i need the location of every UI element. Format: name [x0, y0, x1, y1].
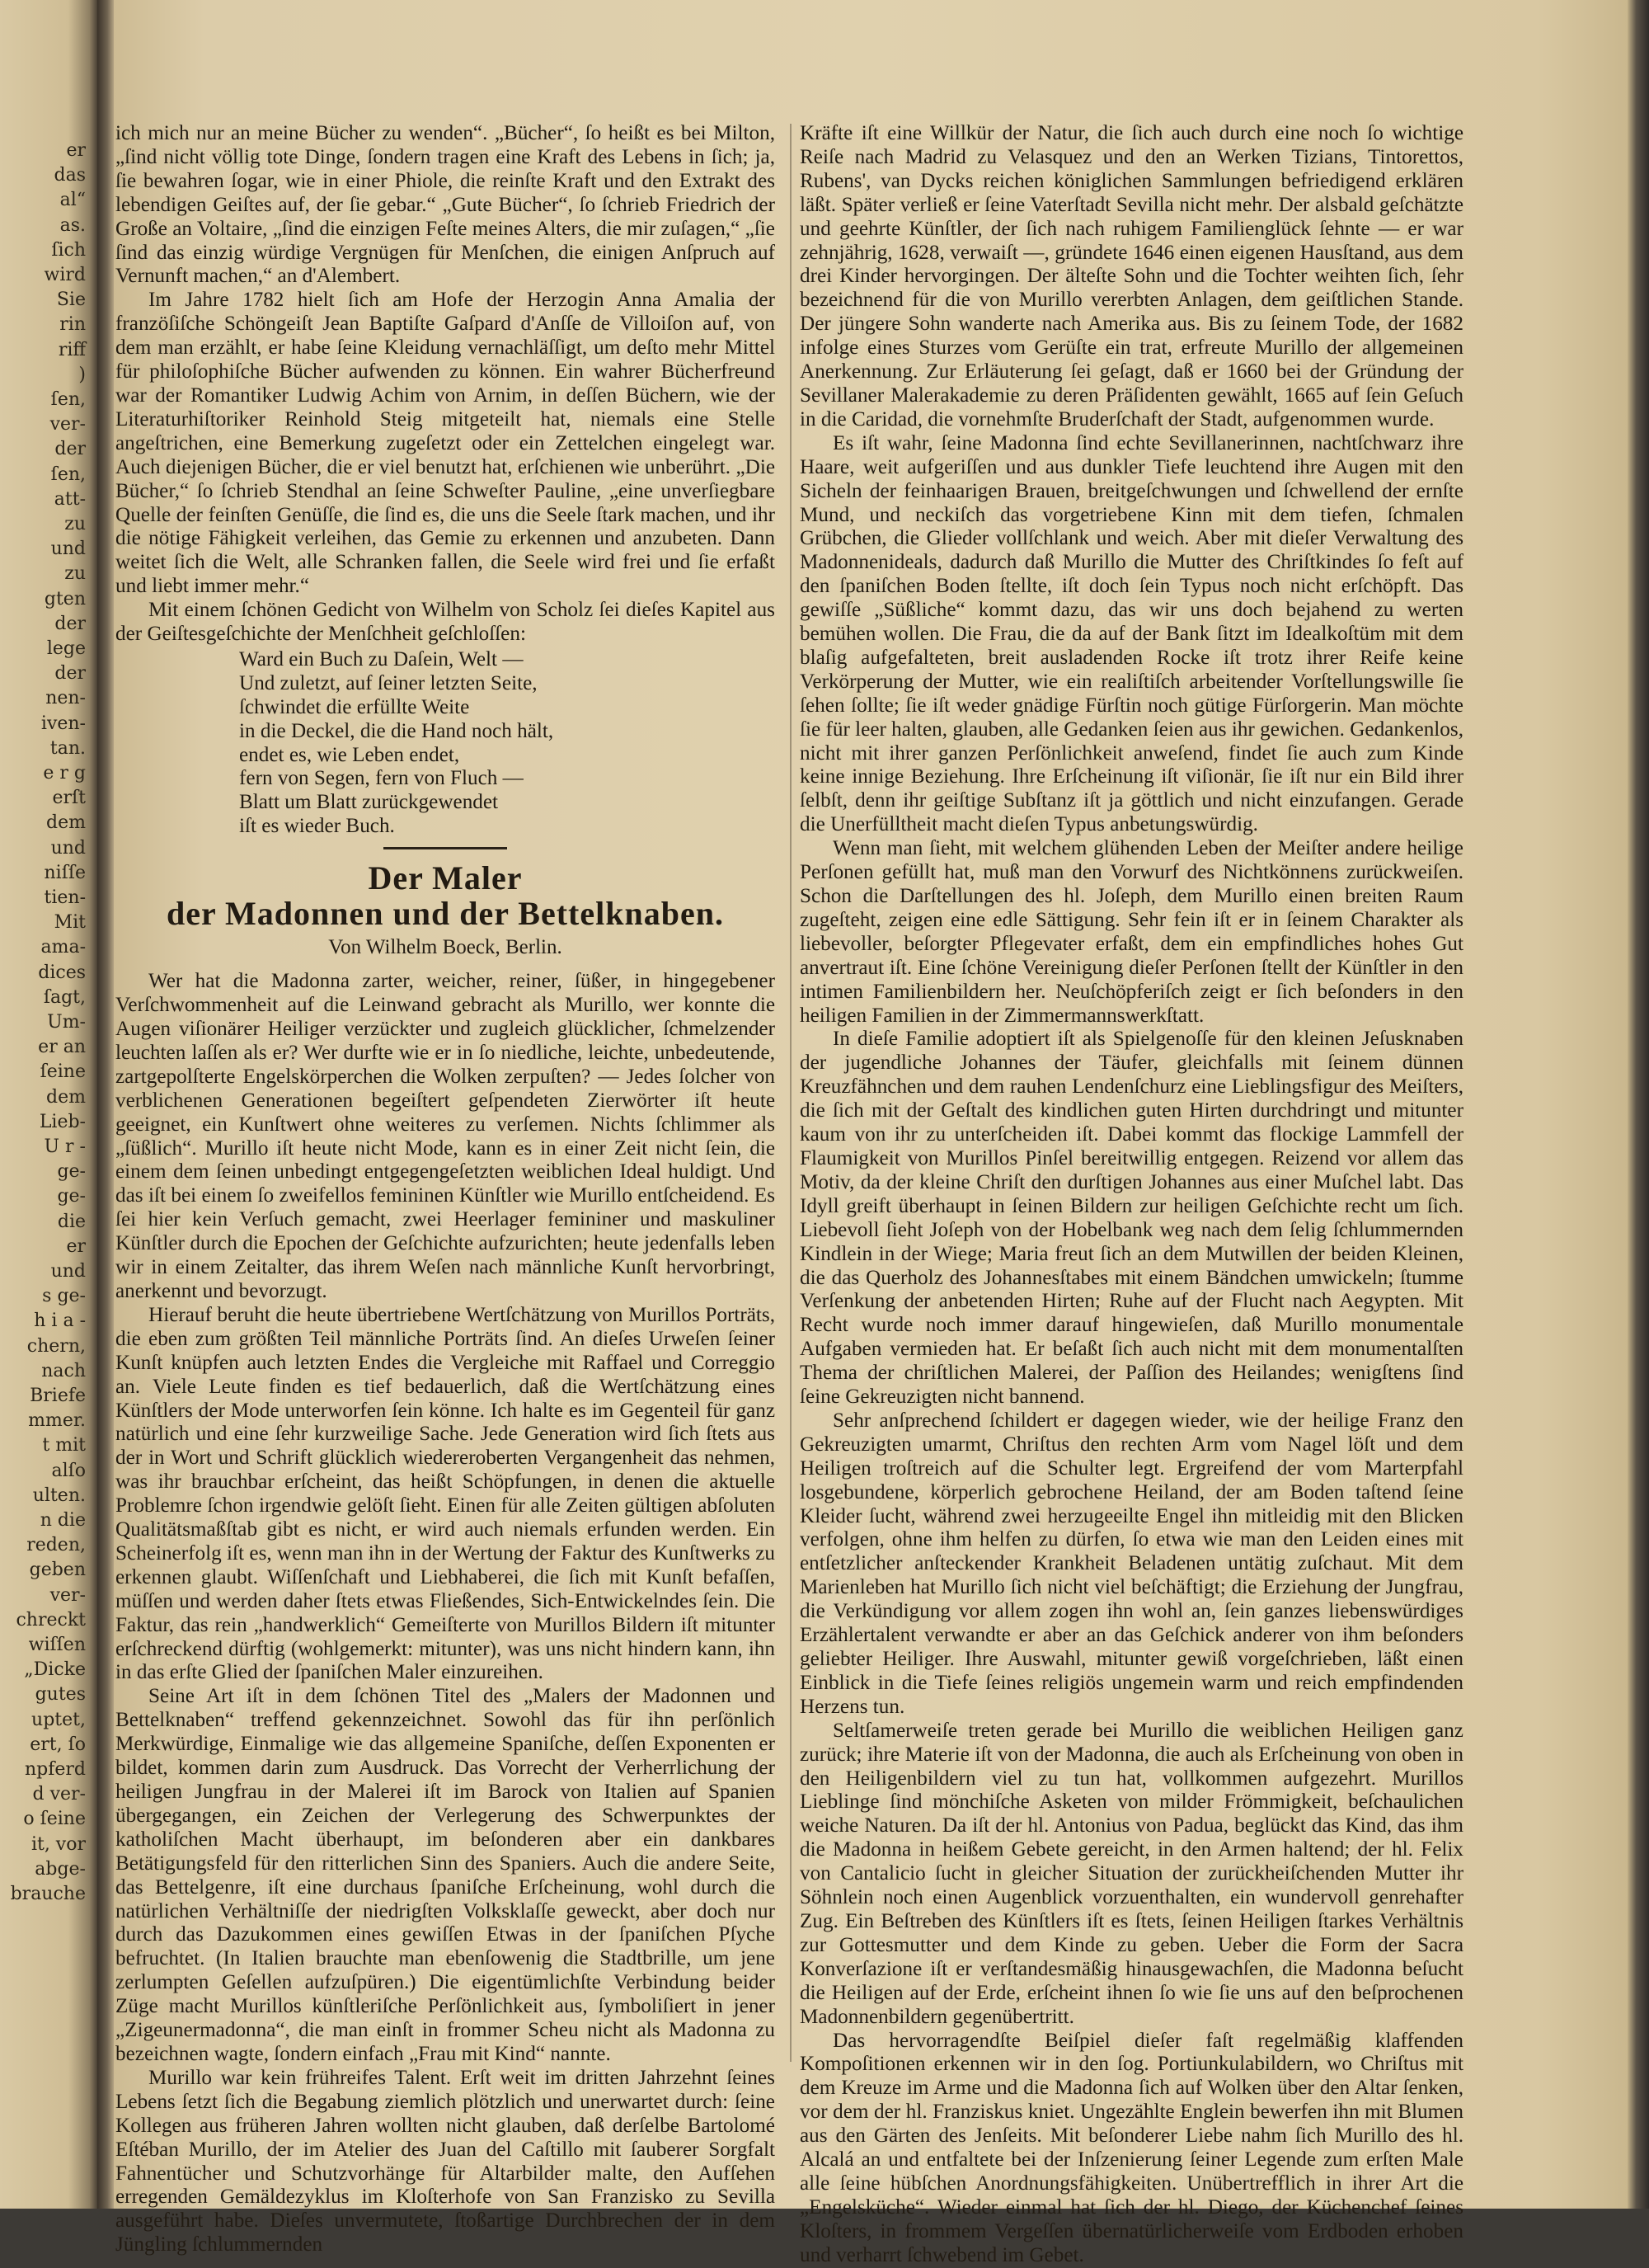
facing-page-fragment: wiſſen	[28, 1635, 86, 1655]
poem	[239, 648, 775, 839]
paragraph: Wenn man ſieht, mit welchem glühenden Leben der Meiſter andere heilige Perſonen gefüllt hat, muß man den Vorwurf des Nichtkönnens zurückweiſen. Schon die Darſtellungen des hl. Joſeph, dem Murillo einen breiten Raum zugeſteht, zeigen eine edle Sättigung. Sehr fein iſt er in ſeinem Charakter als liebevoller, beſorgter Pflegevater erfaßt, dem ein empfindliches hohes Gut anvertraut iſt. Eine ſchöne Vereinigung dieſer Perſonen ſtellt der Künſtler in den intimen Familienbildern her. Neuſchöpferiſch zeigt er ſich beſonders in den heiligen Familien in der Zimmermannswerkſtatt.	[800, 837, 1463, 1027]
separator-rule	[383, 847, 507, 849]
facing-page-fragment: der	[54, 663, 86, 685]
facing-page-fragment: d ver‑	[32, 1784, 86, 1805]
paragraph: Wer hat die Madonna zarter, weicher, reiner, ſüßer, in hingegebener Verſchwommenheit auf die Leinwand gebracht als Murillo, wer konnte die Augen viſionärer Heiliger verzückter und zugleich glücklicher, ſchmelzender leuchten laſſen als er? Wer durfte wie er in ſo niedliche, leichte, unbedeutende, zartgepolſterte Engelskörperchen die Wolken zerpuſten? — Jedes ſolcher von verblichenen Generationen begeiſtert geſpendeten Zierwörter iſt heute geeignet, ein Kunſtwert ohne weiteres zu verſemen. Nichts ſchlimmer als „ſüßlich“. Murillo iſt heute nicht Mode, kann es in einer Zeit nicht ſein, die einem dem ſeinen unbedingt entgegengeſetzten weiblichen Ideal huldigt. Und das iſt bei einem ſo zweifellos femininen Künſtler wie Murillo entſcheidend. Es ſei hier kein Verſuch gemacht, zwei Heerlager femininer und maskuliner Künſtler durch die Epochen der Geſchichte aufzurichten; heute jedenfalls leben wir in einem Zeitalter, das ihrem Weſen nach männliche Kunſt hervorbringt, anerkennt und bevorzugt.	[115, 970, 775, 1302]
facing-page-fragment: Sie	[56, 289, 86, 311]
facing-page-fragment: )	[78, 364, 86, 385]
facing-page-fragment: al“	[59, 190, 86, 211]
facing-page-fragment: chreckt	[16, 1609, 86, 1630]
paragraph: Kräfte iſt eine Willkür der Natur, die ſich auch durch eine noch ſo wichtige Reiſe nach Madrid zu Velasquez und den an Werken Tizians, Tintorettos, Rubens', van Dycks reichen königlichen Sammlungen befriedigend erklären läßt. Später verließ er ſeine Vaterſtadt Sevilla nicht mehr. Der alsbald geſchätzte und geehrte Künſtler, der ſich nach ruhigem Familienglück ſehnte — er war zehnjährig, 1628, verwaiſt —, gründete 1646 einen eigenen Hausſtand, aus dem drei Kinder hervorgingen. Der älteſte Sohn und die Tochter weihten ſich, ſehr bezeichnend für die von Murillo vererbten Anlagen, dem geiſtlichen Stande. Der jüngere Sohn wanderte nach Amerika aus. Bis zu ſeinem Tode, der 1682 infolge eines Sturzes vom Gerüſte ein trat, erfreute Murillo der allgemeinen Anerkennung. Zur Erläuterung ſei geſagt, daß er 1660 bei der Gründung der Sevillaner Malerakademie zu deren Präſidenten gewählt, 1665 auf ſein Geſuch in die Caridad, die vornehmſte Bruderſchaft der Stadt, aufgenommen wurde.	[800, 122, 1463, 431]
facing-page-fragment: dices	[38, 962, 86, 983]
facing-page-fragment: das	[54, 165, 86, 186]
facing-page-fragment: ſen,	[50, 463, 86, 485]
facing-page-fragment: o ſeine	[23, 1809, 86, 1830]
facing-page-fragment: ge‑	[57, 1186, 86, 1207]
facing-page-fragment: riff	[58, 339, 86, 360]
facing-page-fragment: brauche	[10, 1884, 86, 1904]
facing-page-fragment: h i a ‑	[34, 1310, 86, 1332]
facing-page-fragment: nach	[41, 1360, 86, 1381]
facing-page-fragment: ſen,	[50, 389, 86, 410]
facing-page-fragment: mmer.	[28, 1410, 86, 1432]
paragraph: ich mich nur an meine Bücher zu wenden“. „Bücher“, ſo heißt es bei Milton, „ſind nicht völlig tote Dinge, ſondern tragen eine Kraft des Lebens in ſich; ja, ſie bewahren ſogar, wie in einer Phiole, die reinſte Kraft und den Extrakt des lebendigen Geiſtes auf, der ſie gebar.“ „Gute Bücher“, ſo ſchrieb Friedrich der Große an Voltaire, „ſind die einzigen Feſte meines Alters, die mir zuſagen,“ „ſie ſind das einzig würdige Vergnügen für Menſchen, die einigen Anſpruch auf Vernunft machen,“ an d'Alembert.	[115, 122, 775, 288]
facing-page-fragment: reden,	[26, 1535, 86, 1556]
paragraph: Im Jahre 1782 hielt ſich am Hofe der Herzogin Anna Amalia der franzöſiſche Schöngeiſt Jean Baptiſte Gaſpard d'Anſſe de Villoiſon auf, von dem man erzählt, er habe ſeine Kleidung vernachläſſigt, um deſto mehr Mittel für philoſophiſche Bücher aufwenden zu können. Ein wahrer Bücherfreund war der Romantiker Ludwig Achim von Arnim, in deſſen Büchern, wie der Literaturhiſtoriker Reinhold Steig mitgeteilt hat, niemals eine Stelle angeſtrichen, eine Bemerkung zugeſetzt oder ein Zettelchen eingelegt war. Auch diejenigen Bücher, die er viel benutzt hat, erſchienen wie unberührt. „Die Bücher,“ ſo ſchrieb Stendhal an ſeine Schweſter Pauline, „eine unverſiegbare Quelle der feinſten Genüſſe, die ſind es, die uns die Seele ſtark machen, und ihr die nötige Fähigkeit verleihen, das Gemie zu erkennen und anzubeten. Dann weitet ſich die Welt, alle Schranken fallen, die Seele wird frei und ſie erfaßt und liebt immer mehr.“	[115, 289, 775, 598]
paragraph: Seltſamerweiſe treten gerade bei Murillo die weiblichen Heiligen ganz zurück; ihre Materie iſt von der Madonna, die auch als Erſcheinung von oben in den Heiligenbildern viel zu tun hat, vollkommen aufgezehrt. Murillos Lieblinge ſind mönchiſche Asketen von milder Frömmigkeit, beſchaulichen weiche Naturen. Da iſt der hl. Antonius von Padua, beglückt das Kind, das ihm die Madonna in heißem Gebete gereicht, in den Armen haltend; der hl. Felix von Cantalicio ſucht in gleicher Situation der zurückheiſchenden Mutter ihr Söhnlein noch einen Augenblick vorzuenthalten, ein wundervoll genrehafter Zug. Ein Beſtreben des Künſtlers iſt es ſtets, ſeinen Heiligen ſtarkes Verhältnis zur Gottesmutter und dem Kinde zu geben. Ueber die Form der Sacra Konverſazione iſt er verſtandesmäßig hinausgewachſen, die Madonna beſucht die Heiligen auf der Erde, erſcheint ihnen ſo wie ſie uns auf den beſprochenen Madonnenbildern gegenübertritt.	[800, 1719, 1463, 2028]
left-page-edge	[0, 0, 97, 2209]
facing-page-fragment: as.	[59, 214, 86, 236]
facing-page-fragment: n die	[40, 1510, 86, 1531]
facing-page-fragment: gten	[44, 588, 86, 609]
facing-page-fragment: rin	[59, 314, 86, 336]
paragraph: Mit einem ſchönen Gedicht von Wilhelm von Scholz ſei dieſes Kapitel aus der Geiſtesgeſchichte der Menſchheit geſchloſſen:	[115, 599, 775, 646]
facing-page-fragment: der	[54, 613, 86, 634]
facing-page-fragment: att‑	[54, 488, 86, 510]
facing-page-fragment: ver‑	[49, 1584, 86, 1606]
poem-line: endet es, wie Leben endet,	[239, 743, 460, 766]
facing-page-fragment: npferd	[24, 1759, 86, 1780]
paragraph: Hierauf beruht die heute übertriebene Wertſchätzung von Murillos Porträts, die eben zum größten Teil männliche Porträts ſind. An dieſes Urweſen ſeiner Kunſt knüpfen auch letzten Endes die Vergleiche mit Raffael und Correggio an. Viele Leute finden es tief bedauerlich, daß die Wertſchätzung eines Künſtlers der Mode unterworfen ſein könne. Ich halte es im Gegenteil für ganz natürlich und eine ſehr kurzweilige Sache. Jede Generation wird ſich ſtets aus der in Wort und Schrift glücklich wiedereroberten Vergangenheit das nehmen, was ihr brauchbar erſcheint, das heißt Schöpfungen, in denen die aktuelle Problemre ſchon irgendwie gelöſt ſieht. Einen für alle Zeiten gültigen abſoluten Qualitätsmaßſtab gibt es nicht, er wird auch niemals erfunden werden. Ein Scheinerfolg iſt es, wenn man ihn in der Wertung der Faktur des Kunſtwerks zu erkennen glaubt. Wiſſenſchaft und Liebhaberei, die ſich mit Kunſt befaſſen, müſſen und werden daher ſtets etwas Fließendes, Sich‑Entwickelndes ſein. Die Faktur, das rein „handwerklich“ Gemeiſterte von Murillos Bildern iſt mitunter erſchreckend dürftig (wohlgemerkt: mitunter), was uns nicht hindern kann, ihn in das erſte Glied der ſpaniſchen Maler einzureihen.	[115, 1303, 775, 1684]
facing-page-fragment: ſeine	[40, 1061, 86, 1083]
paragraph: Das hervorragendſte Beiſpiel dieſer faſt regelmäßig klaffenden Kompoſitionen erkennen wir in den ſog. Portiunkulabildern, wo Chriſtus mit dem Kreuze im Arme und die Madonna ſich auf Wolken über den Altar ſenken, vor dem der hl. Franziskus kniet. Ungezählte Englein bewerfen ihn mit Blumen aus den Gärten des Jenſeits. Mit beſonderer Liebe nahm ſich Murillo des hl. Alcalá an und entfaltete bei der Inſzenierung ſeiner Legende zum erſten Male alle ſeine hübſchen Anordnungsfähigkeiten. Unübertrefflich in ihrer Art die „Engelsküche“. Wieder einmal hat ſich der hl. Diego, der Küchenchef ſeines Kloſters, in frommem Vergeſſen übernatürlicherweiſe vom Erdboden erhoben und verharrt ſchwebend im Gebet.	[800, 2029, 1463, 2266]
paragraph: Sehr anſprechend ſchildert er dagegen wieder, wie der heilige Franz den Gekreuzigten umarmt, Chriſtus den rechten Arm vom Nagel löſt und dem Heiligen troſtreich auf die Schulter legt. Ergreifend der vom Marterpfahl losgebundene, körperlich gebrochene Heiland, der am Boden taſtend ſeine Kleider ſucht, während zwei herzugeeilte Engel ihn mitleidig mit den Blicken verfolgen, ohne ihm helfen zu dürfen, ſo etwa wie man den Leiden eines mit entſetzlicher anſteckender Krankheit Beladenen untätig zuſchaut. Mit dem Marienleben hat Murillo ſich nicht viel beſchäftigt; die Erziehung der Jungfrau, die Verkündigung vor allem zogen ihn wohl an, ſein ganzes liebenswürdiges Erzählertalent verwandte er aber an das Geſchick anderer von ihm beſonders geliebter Heiliger. Ihre Auswahl, mitunter gewiß vorgeſchrieben, läßt einen Einblick in die Tiefe ſeines religiös ungemein warm und reich empfindenden Herzens tun.	[800, 1409, 1463, 1718]
facing-page-fragment: dem	[46, 812, 86, 834]
facing-page-fragment: e r g	[43, 763, 86, 783]
poem-line: fern von Segen, fern von Fluch —	[239, 767, 524, 790]
right-column	[800, 122, 1463, 2266]
facing-page-fragment: ſagt,	[43, 986, 86, 1008]
poem-line: Und zuletzt, auf ſeiner letzten Seite,	[239, 671, 538, 694]
facing-page-fragment: ge‑	[57, 1161, 86, 1183]
facing-page-fragment: t mit	[42, 1435, 86, 1456]
facing-page-fragment: Um‑	[47, 1012, 86, 1033]
facing-page-fragment: er an	[38, 1037, 86, 1058]
poem-line: Blatt um Blatt zurückgewendet	[239, 791, 499, 814]
facing-page-fragment: abge‑	[35, 1858, 86, 1880]
facing-page-fragment: wird	[44, 265, 86, 285]
facing-page-fragment: alſo	[51, 1460, 86, 1481]
paragraph: Es iſt wahr, ſeine Madonna ſind echte Sevillanerinnen, nachtſchwarz ihre Haare, weit aufgeriſſen und aus dunkler Tiefe leuchtend ihre Augen mit den Sicheln der feinhaarigen Brauen, breitgeſchwungen und ſchwellend der ernſte Mund, und neckiſch das vorgetriebene Kinn mit dem tiefen, ſchmalen Grübchen, die Glieder vollſchlank und weich. Aber mit dieſer Verwaltung des Madonnenideals, dadurch daß Murillo die Mutter des Chriſtkindes ſo feſt auf den ſpaniſchen Boden ſtellte, iſt doch ſein Typus noch nicht erſchöpft. Das gewiſſe „Süßliche“ kommt dazu, das wir uns doch bejahend zu werten bemühen wollen. Die Frau, die da auf der Bank ſitzt im Idealkoſtüm mit dem blaſig aufgefalteten, breit ausladenden Rocke iſt trotz ihrer Reife keine Verkörperung der Mutter, wie ein realiſtiſch arbeitender Vorſtellungswille ſie ſehen ſollte; ſie iſt weder gnädige Fürſtin noch gütige Fürſorgerin. Man möchte ſie für leer halten, glauben, alle Gedanken ſeien aus ihr gewichen. Gedankenlos, nicht mit ihrer ganzen Perſönlichkeit anweſend, findet ſie auch zum Kinde keine innige Beziehung. Ihre Erſcheinung iſt viſionär, ſie iſt nur ein Bild ihrer ſelbſt, denn ihr geiſtige Subſtanz iſt ja göttlich und nicht einzufangen. Gerade die Unerfülltheit macht dieſen Typus anbetungswürdig.	[800, 431, 1463, 836]
facing-page-fragment: chern,	[26, 1335, 86, 1357]
facing-page-fragment: ſich	[51, 239, 86, 261]
facing-page-fragment: uptet,	[31, 1709, 86, 1730]
facing-page-fragment: lege	[46, 638, 86, 659]
column-divider	[790, 124, 792, 2062]
facing-page-fragment: geben	[29, 1560, 86, 1581]
facing-page-fragment: er	[66, 1235, 86, 1257]
paragraph: In dieſe Familie adoptiert iſt als Spielgenoſſe für den kleinen Jeſusknaben der jugendliche Johannes der Täufer, gleichfalls mit ſeinem dünnen Kreuzfähnchen und dem rauhen Lendenſchurz eine Lieblingsfigur des Meiſters, die ſich mit der Geſtalt des kindlichen guten Hirten durchdringt und mitunter kaum von ihr zu unterſcheiden iſt. Dabei kommt das flockige Lammfell der Flaumigkeit von Murillos Pinſel bereitwillig entgegen. Reizend vor allem das Motiv, da der kleine Chriſt den durſtigen Johannes aus einer Muſchel labt. Das Idyll greift überhaupt in ſeinen Bildern zur heiligen Geſchichte recht um ſich. Liebevoll ſieht Joſeph von der Hobelbank weg nach dem ſelig ſchlummernden Kindlein in der Wiege; Maria freut ſich an dem Mutwillen der beiden Kleinen, die das Querholz des Johannesſtabes mit einem Bändchen umwickeln; ſtumme Verſenkung der anbetenden Hirten; Ruhe auf der Flucht nach Aegypten. Mit Recht wurde noch immer darauf hingewieſen, daß Murillo monumentale Aufgaben vermieden hat. Er beſaßt ſich auch nicht mit dem monumentalſten Thema der chriſtlichen Malerei, der Paſſion des Heilandes; wenigſtens ſind ſeine Gekreuzigten nicht bannend.	[800, 1028, 1463, 1409]
facing-page-fragment: Mit	[54, 912, 86, 934]
article-title-line-1: Der Maler	[368, 859, 523, 897]
facing-page-fragment: und	[50, 539, 86, 560]
facing-page-fragment: zu	[64, 514, 86, 534]
article-byline: Von Wilhelm Boeck, Berlin.	[328, 936, 562, 959]
facing-page-fragment: die	[57, 1211, 86, 1232]
facing-page-fragment: Lieb‑	[39, 1111, 86, 1132]
left-column	[115, 122, 775, 2256]
facing-page-fragment: „Dicke	[24, 1659, 86, 1681]
facing-page-fragment: Briefe	[30, 1386, 86, 1406]
facing-page-fragment: tan.	[49, 737, 86, 759]
facing-page-fragment: iven‑	[40, 713, 86, 734]
facing-page-fragment: der	[54, 439, 86, 460]
book-gutter	[97, 0, 114, 2209]
facing-page-fragment: U r ‑	[44, 1136, 86, 1157]
facing-page-fragment: ama‑	[40, 937, 86, 958]
article-title-line-2: der Madonnen und der Bettelknaben.	[167, 895, 724, 933]
facing-page-fragment: ulten.	[32, 1485, 86, 1506]
facing-page-fragment: ver‑	[49, 414, 86, 435]
right-page-edge	[1628, 0, 1649, 2209]
facing-page-fragment: tien‑	[44, 887, 86, 908]
facing-page-fragment: dem	[46, 1086, 86, 1108]
poem-line: iſt es wieder Buch.	[239, 815, 395, 838]
facing-page-fragment: it, vor	[31, 1833, 86, 1855]
facing-page-fragment: gutes	[35, 1684, 86, 1706]
poem-line: Ward ein Buch zu Daſein, Welt —	[239, 647, 524, 671]
poem-line: ſchwindet die erfüllte Weite	[239, 695, 470, 718]
facing-page-fragment: s ge‑	[42, 1286, 86, 1307]
facing-page-fragment: und	[50, 837, 86, 859]
facing-page-fragment: und	[50, 1261, 86, 1282]
paragraph: Murillo war kein frühreifes Talent. Erſt weit im dritten Jahrzehnt ſeines Lebens ſetzt ſich die Begabung ziemlich plötzlich und unerwartet durch: ſeine Kollegen aus früheren Jahren wollten nicht glauben, daß derſelbe Bartolomé Eſtéban Murillo, der im Atelier des Juan del Caſtillo mit ſauberer Sorgfalt Fahnentücher und Schutzvorhänge für Altarbilder malte, den Aufſehen erregenden Gemäldezyklus im Kloſterhofe von San Franzisko zu Sevilla ausgeführt habe. Dieſes unvermutete, ſtoßartige Durchbrechen der in dem Jüngling ſchlummernden	[115, 2066, 775, 2256]
facing-page-fragment: niſſe	[44, 862, 86, 883]
facing-page-fragment: ert, ſo	[30, 1734, 86, 1755]
facing-page-fragment: zu	[64, 563, 86, 585]
facing-page-fragment: er	[66, 140, 86, 161]
facing-page-fragment: erſt	[52, 788, 86, 809]
facing-page-fragment: nen‑	[45, 688, 86, 709]
poem-line: in die Deckel, die die Hand noch hält,	[239, 719, 554, 742]
paragraph: Seine Art iſt in dem ſchönen Titel des „Malers der Madonnen und Bettelknaben“ treffend gekennzeichnet. Sowohl das für ihn perſönlich Merkwürdige, Einmalige wie das allgemeine Spaniſche, deſſen Exponenten er bildet, kommen darin zum Ausdruck. Das Vorrecht der Verherrlichung der heiligen Jungfrau in der Malerei iſt im Barock von Italien auf Spanien übergegangen, ein Zeichen der Verlegerung des Schwerpunktes der katholiſchen Macht überhaupt, im beſonderen aber ein dankbares Betätigungsfeld für den ritterlichen Sinn des Spaniers. Auch die andere Seite, das Bettelgenre, iſt eine durchaus ſpaniſche Erſcheinung, wohl durch die natürlichen Verhältniſſe der niedrigſten Volksklaſſe geweckt, aber doch nur durch das Dazukommen eines gewiſſen Etwas in der ſpaniſchen Pſyche befruchtet. (In Italien brauchte man ebenſowenig die Stadtbrille, um jene zerlumpten Geſellen aufzuſpüren.) Die eigentümlichſte Verbindung beider Züge macht Murillos künſtleriſche Perſönlichkeit aus, ſymboliſiert in jener „Zigeunermadonna“, die man einſt in frommer Scheu nicht als Madonna zu bezeichnen wagte, ſondern einfach „Frau mit Kind“ nannte.	[115, 1685, 775, 2065]
